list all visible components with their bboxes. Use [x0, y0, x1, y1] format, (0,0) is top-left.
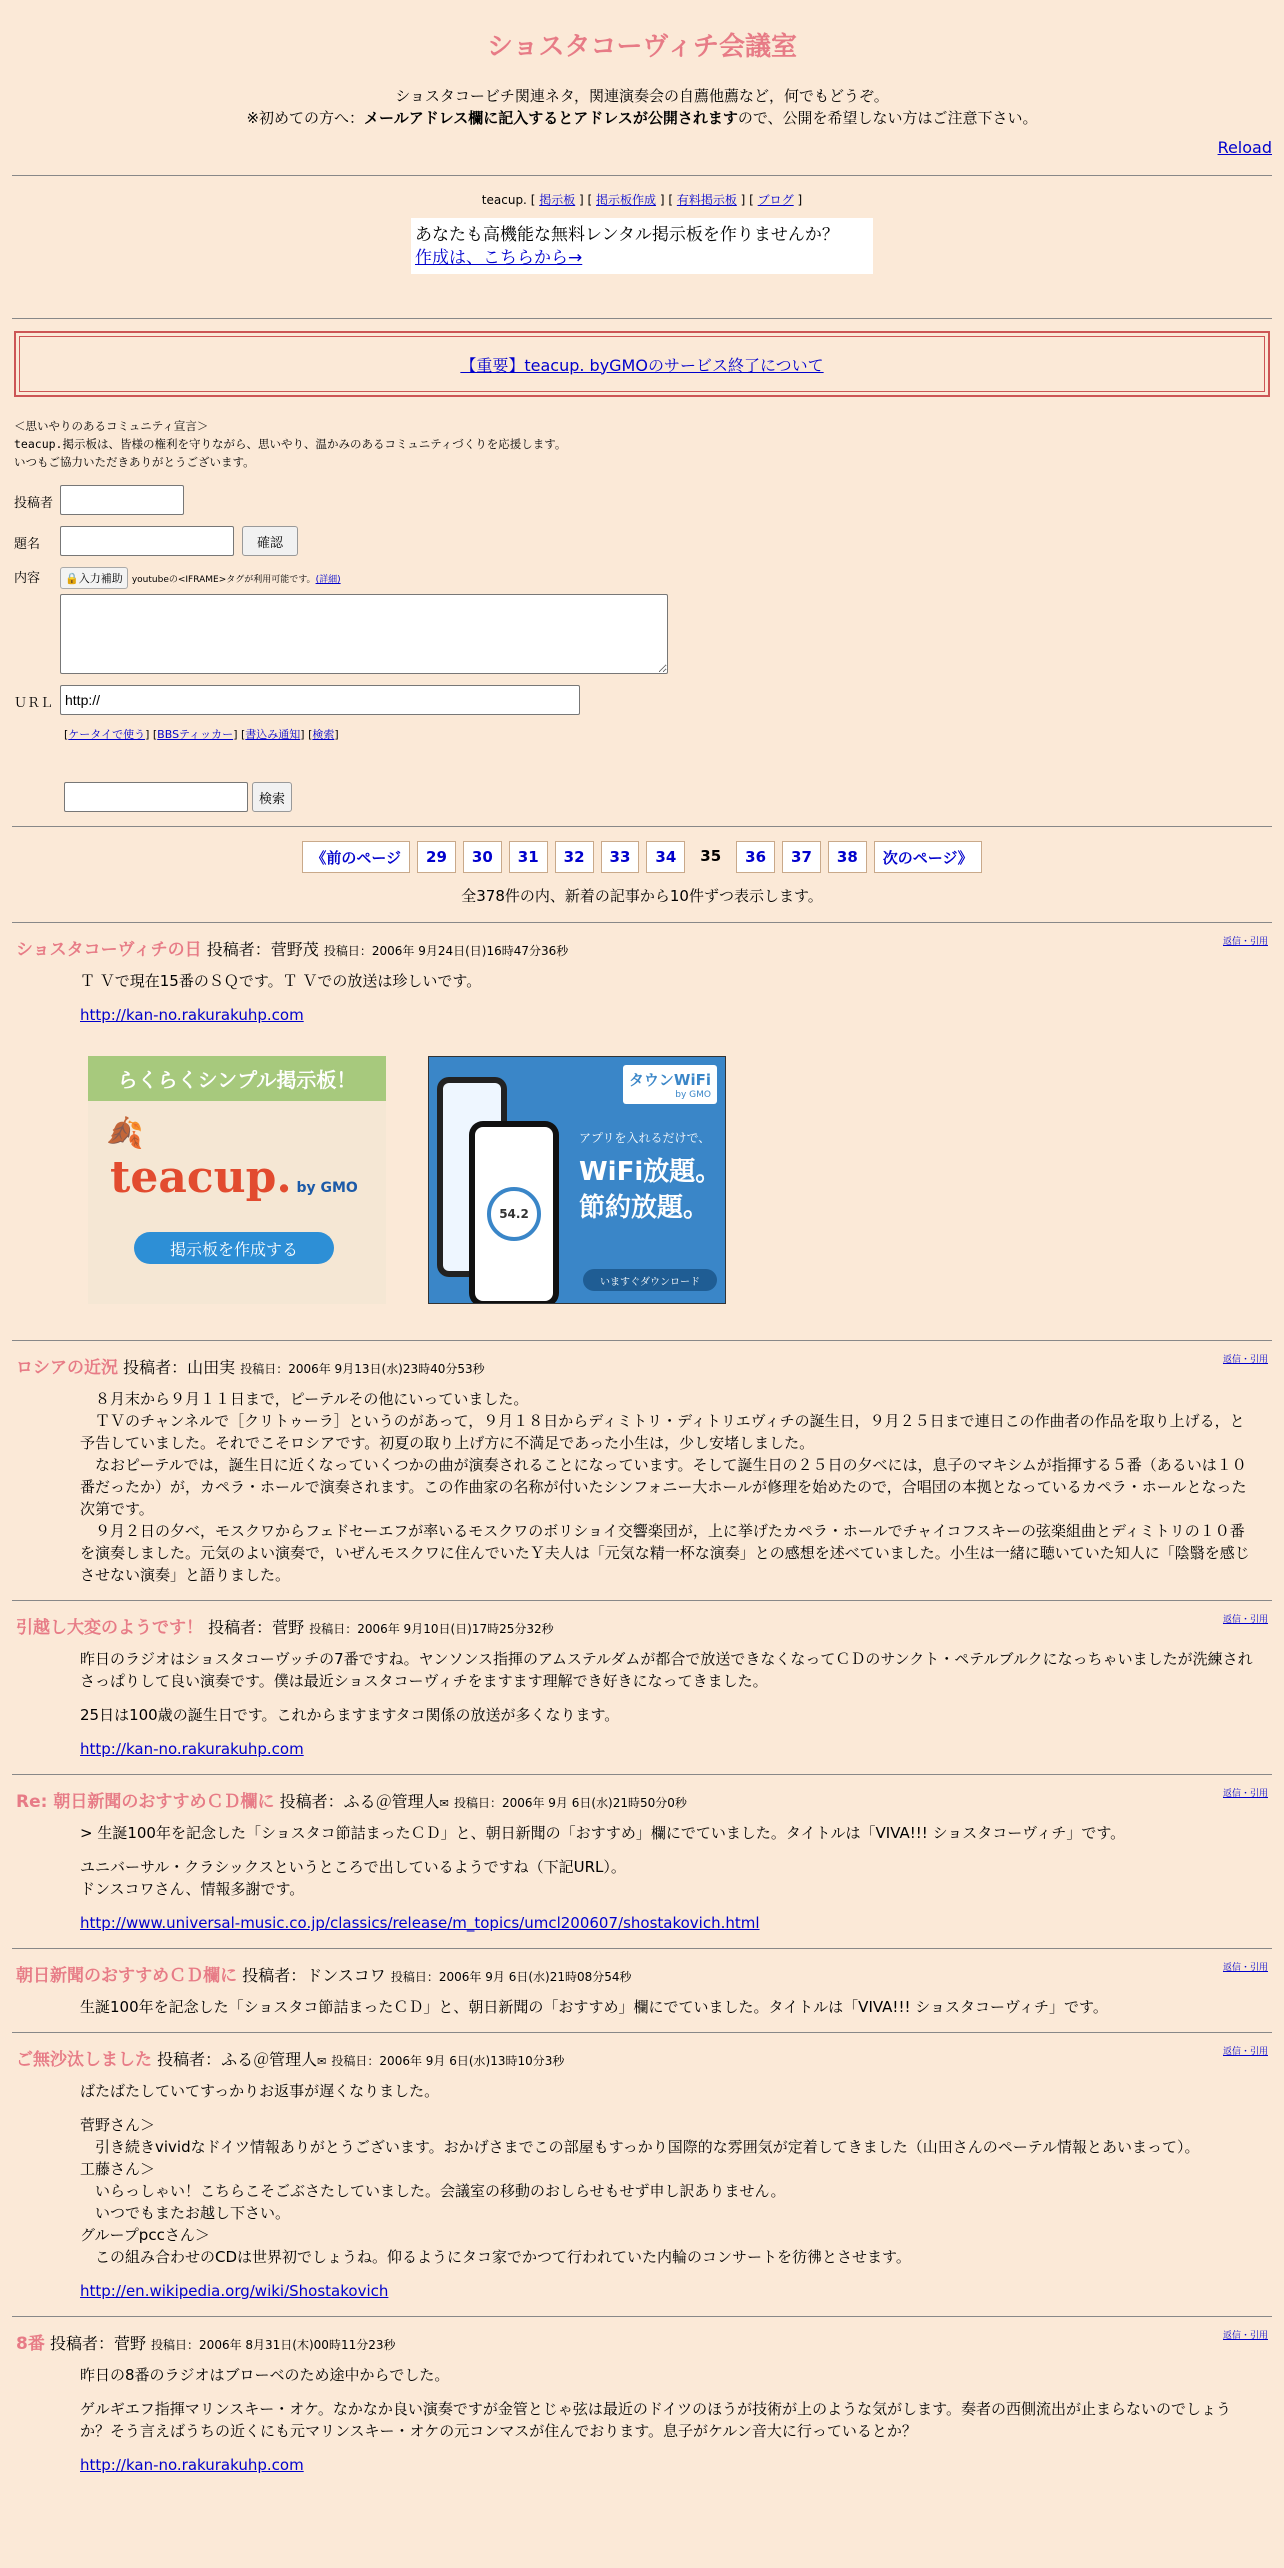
intro-note-bold: メールアドレス欄に記入するとアドレスが公開されます [364, 109, 738, 127]
page-button[interactable]: 30 [463, 841, 502, 873]
teacup-create-button: 掲示板を作成する [134, 1232, 334, 1264]
intro-line1: ショスタコービチ関連ネタ，関連演奏会の自薦他薦など，何でもどうぞ。 [395, 87, 889, 105]
post-date: 投稿日：2006年 9月13日(水)23時40分53秒 [240, 1362, 485, 1376]
post-line: 菅野さん＞ [80, 2116, 156, 2134]
post-header [0, 923, 1284, 960]
post-line: Ｔ Ｖで現在15番のＳＱです。Ｔ Ｖでの放送は珍しいです。 [80, 972, 482, 990]
post-author: 投稿者：菅野 [208, 1618, 305, 1637]
prev-page-button[interactable]: 《前のページ [302, 841, 410, 873]
next-page-button[interactable]: 次のページ》 [874, 841, 982, 873]
input-assist-button[interactable] [60, 567, 128, 589]
link-search[interactable]: 検索 [312, 728, 335, 741]
post-date: 投稿日：2006年 9月24日(日)16時47分36秒 [323, 944, 569, 958]
wifi-tagline: アプリを入れるだけで、 [579, 1131, 711, 1145]
link-notify[interactable]: 書込み通知 [245, 728, 301, 741]
post-line: 工藤さん＞ [80, 2160, 156, 2178]
reply-link[interactable]: 返信・引用 [1222, 2047, 1268, 2057]
link-blog[interactable]: ブログ [757, 193, 794, 207]
post-author: 投稿者：ふる＠管理人 [157, 2050, 318, 2069]
post-line: ばたばたしていてすっかりお返事が遅くなりました。 [80, 2082, 440, 2100]
divider [12, 175, 1272, 176]
teacup-brand: teacup. [481, 193, 527, 207]
page-button[interactable]: 37 [782, 841, 821, 873]
post-title: Re: 朝日新聞のおすすめＣＤ欄に [16, 1792, 275, 1812]
posts [0, 922, 1284, 2490]
reply-link[interactable]: 返信・引用 [1222, 1615, 1268, 1625]
post-title: 8番 [16, 2334, 45, 2354]
url-label: ＵＲＬ [14, 696, 54, 711]
post [0, 2316, 1284, 2490]
post-body [80, 970, 1254, 1026]
page-button[interactable]: 36 [736, 841, 775, 873]
intro-line2 [0, 107, 1284, 129]
intro [0, 85, 1284, 129]
post-line: 引き続きvividなドイツ情報ありがとうございます。おかげさまでこの部屋もすっかり国際的な雰囲気が定着してきました（山田さんのペーテル情報とあいまって）。 [80, 2138, 1200, 2156]
page-button[interactable]: 31 [509, 841, 548, 873]
mail-icon[interactable]: ✉ [439, 1797, 449, 1810]
current-page: 35 [700, 847, 722, 865]
wifi-headline-1: WiFi放題。 [579, 1157, 722, 1187]
content-textarea[interactable] [60, 594, 668, 674]
title-input[interactable] [60, 526, 234, 556]
divider [12, 826, 1272, 827]
author-input[interactable] [60, 485, 184, 515]
service-end-notice [14, 331, 1270, 397]
search-row [64, 782, 1284, 812]
post-title: 朝日新聞のおすすめＣＤ欄に [16, 1966, 238, 1986]
post-url-link[interactable]: http://kan-no.rakurakuhp.com [80, 1006, 304, 1024]
link-bbs[interactable]: 掲示板 [539, 193, 576, 207]
post-date: 投稿日：2006年 8月31日(木)00時11分23秒 [151, 2338, 396, 2352]
post-line: > 生誕100年を記念した「ショスタコ節詰まったＣＤ」と、朝日新聞の「おすすめ」欄にでていました。タイトルは「VIVA!!! ショスタコーヴィチ」です。 [80, 1824, 1126, 1842]
wifi-headline-2: 節約放題。 [579, 1193, 710, 1223]
intro-note-suffix: ので、公開を希望しない方はご注意下さい。 [737, 109, 1038, 127]
post-title: ロシアの近況 [16, 1358, 118, 1378]
post-line [80, 2102, 1254, 2114]
post-form [14, 485, 1284, 812]
post-line: ドンスコワさん、情報多謝です。 [80, 1880, 305, 1898]
post-date: 投稿日：2006年 9月 6日(水)21時08分54秒 [390, 1970, 632, 1984]
post-url-link[interactable]: http://kan-no.rakurakuhp.com [80, 1740, 304, 1758]
reply-link[interactable]: 返信・引用 [1222, 1355, 1268, 1365]
post [0, 1774, 1284, 1948]
service-end-link[interactable]: 【重要】teacup. byGMOのサービス終了について [460, 355, 824, 375]
page-title: ショスタコーヴィチ会議室 [487, 32, 797, 62]
post-header [0, 1949, 1284, 1986]
post-line: この組み合わせのCDは世界初でしょうね。仰るようにタコ家でかつて行われていた内輪のコンサートを彷彿とさせます。 [80, 2248, 911, 2266]
wifi-brand: タウンWiFi by GMO [623, 1065, 717, 1104]
post-date: 投稿日：2006年 9月 6日(水)21時50分0秒 [453, 1796, 687, 1810]
post [0, 922, 1284, 1340]
title-label: 題名 [14, 537, 41, 552]
post-header [0, 2317, 1284, 2354]
content-label: 内容 [14, 571, 41, 586]
post-line: グループpccさん＞ [80, 2226, 210, 2244]
post-header [0, 2033, 1284, 2070]
post-line: なおピーテルでは，誕生日に近くなっていくつかの曲が演奏されることになっています。そして誕生日の２５日の夕べには，息子のマキシムが指揮する５番（あるいは１０番だったか）が，カペラ・ホールで演奏されます。この作曲家の名称が付いたシンフォニー大ホールが修理を始めたので，合唱団の本拠となっているカペラ・ホールとなった次第です。 [80, 1456, 1247, 1518]
declaration-text: teacup.掲示板は、皆様の権利を守りながら、思いやり、温かみのあるコミュニティづくりを応援します。 [14, 437, 567, 451]
url-input[interactable] [60, 685, 580, 715]
iframe-note: youtubeの<IFRAME>タグが利用可能です。 [131, 575, 316, 585]
post-author: 投稿者：山田実 [123, 1358, 236, 1377]
post-author: 投稿者：菅野 [49, 2334, 146, 2353]
post-author: 投稿者：ドンスコワ [242, 1966, 386, 1985]
teacup-banner[interactable]: らくらくシンプル掲示板！ 🍂 teacup. by GMO 掲示板を作成する [88, 1056, 386, 1304]
post-line: いつでもまたお越し下さい。 [80, 2204, 291, 2222]
ad-box [411, 218, 873, 274]
post-line: 昨日の8番のラジオはブローベのため途中からでした。 [80, 2366, 450, 2384]
post-line: 昨日のラジオはショスタコーヴッチの7番ですね。ヤンソンス指揮のアムステルダムが都合で放送できなくなってＣＤのサンクト・ペテルブルクになっちゃいましたが洗練されさっぱりして良い演奏です。僕は最近ショスタコーヴィチをますます理解でき好きになってきました。 [80, 1650, 1253, 1690]
reply-link[interactable]: 返信・引用 [1222, 2331, 1268, 2341]
link-mobile[interactable]: ケータイで使う [68, 728, 146, 741]
post-url-link[interactable]: http://www.universal-music.co.jp/classics/release/m_topics/umcl200607/shostakovich.html [80, 1914, 760, 1932]
link-paid-bbs[interactable]: 有料掲示板 [676, 193, 737, 207]
community-declaration [14, 417, 1284, 471]
ad-link[interactable]: 作成は、こちらから→ [415, 248, 583, 268]
intro-note-prefix: ※初めての方へ： [246, 109, 365, 127]
post-body [80, 1996, 1254, 2018]
wifi-download-button: いますぐダウンロード [583, 1269, 717, 1291]
author-label: 投稿者 [14, 496, 54, 511]
post-body [80, 1648, 1254, 1760]
post-date: 投稿日：2006年 9月10日(日)17時25分32秒 [309, 1622, 554, 1636]
post-line: ８月末から９月１１日まで，ピーテルその他にいっていました。 [80, 1390, 529, 1408]
post-line: 生誕100年を記念した「ショスタコ節詰まったＣＤ」と、朝日新聞の「おすすめ」欄にでていました。タイトルは「VIVA!!! ショスタコーヴィチ」です。 [80, 1998, 1108, 2016]
link-create-bbs[interactable]: 掲示板作成 [596, 193, 657, 207]
page-button[interactable]: 29 [417, 841, 456, 873]
reply-link[interactable]: 返信・引用 [1222, 1789, 1268, 1799]
post-header [0, 1341, 1284, 1378]
post-url-link[interactable]: http://en.wikipedia.org/wiki/Shostakovich [80, 2282, 389, 2300]
phone-image [469, 1121, 559, 1304]
post-line: 25日は100歳の誕生日です。これからますますタコ関係の放送が多くなります。 [80, 1706, 620, 1724]
post-body [80, 2364, 1254, 2476]
page-button[interactable]: 32 [555, 841, 594, 873]
post-body [80, 1822, 1254, 1934]
page-button[interactable]: 38 [828, 841, 867, 873]
post [0, 1340, 1284, 1600]
post-count: 全378件の内、新着の記事から10件ずつ表示します。 [461, 887, 823, 905]
link-ticker[interactable]: BBSティッカー [157, 728, 234, 741]
teacup-banner-top: らくらくシンプル掲示板！ [88, 1056, 386, 1101]
mail-icon[interactable]: ✉ [317, 2055, 327, 2068]
declaration-thanks: いつもご協力いただきありがとうございます。 [14, 455, 255, 469]
lock-icon: 🔒 [65, 572, 79, 585]
pager [0, 841, 1284, 873]
post-header [0, 1601, 1284, 1638]
post-title: ご無沙汰しました [16, 2050, 152, 2070]
post-line [80, 1844, 1254, 1856]
post-title: 引越し大変のようです！ [16, 1618, 203, 1638]
page-button[interactable]: 33 [601, 841, 640, 873]
search-button[interactable]: 検索 [252, 782, 292, 812]
post-author: 投稿者：ふる＠管理人 [279, 1792, 440, 1811]
phone-speed-value: 54.2 [487, 1187, 541, 1241]
post [0, 1948, 1284, 2032]
teacup-logo: teacup. by GMO [110, 1152, 358, 1203]
page-button[interactable]: 34 [646, 841, 685, 873]
post-body [80, 2080, 1254, 2302]
post-line: ９月２日の夕べ，モスクワからフェドセーエフが率いるモスクワのボリショイ交響楽団が，上に挙げたカペラ・ホールでチャイコフスキーの弦楽組曲とディミトリの１０番を演奏しました。元気のよい演奏で，いぜんモスクワに住んでいたＹ夫人は「元気な精一杯な演奏」との感想を述べていました。小生は一緒に聴いていた知人に「陰翳を感じさせない演奏」と語りました。 [80, 1522, 1250, 1584]
teacup-links: teacup. [ 掲示板 ] [ 掲示板作成 ] [ 有料掲示板 ] [ ブログ ] [481, 193, 803, 207]
input-assist-label: 入力補助 [78, 572, 123, 585]
iframe-detail-link[interactable]: (詳細) [315, 575, 341, 585]
reply-link[interactable]: 返信・引用 [1222, 1963, 1268, 1973]
ad-text: あなたも高機能な無料レンタル掲示板を作りませんか？ [415, 225, 839, 245]
post-line: ＴＶのチャンネルで［クリトゥーラ］というのがあって，９月１８日からディミトリ・ディトリエヴィチの誕生日，９月２５日まで連日この作曲者の作品を取り上げる，と予告していました。それでこそロシアです。初夏の取り上げ方に不満足であった小生は，少し安堵しました。 [80, 1412, 1245, 1452]
post-title: ショスタコーヴィチの日 [16, 940, 202, 960]
banners [88, 1056, 1284, 1304]
post-line: ユニバーサル・クラシックスというところで出しているようですね（下記URL）。 [80, 1858, 626, 1876]
post [0, 1600, 1284, 1774]
reply-link[interactable]: 返信・引用 [1222, 937, 1268, 947]
post-date: 投稿日：2006年 9月 6日(水)13時10分3秒 [331, 2054, 565, 2068]
post-line: いらっしゃい！こちらこそごぶさたしていました。会議室の移動のおしらせもせず申し訳ありません。 [80, 2182, 786, 2200]
post-line [80, 1692, 1254, 1704]
post-line [80, 2386, 1254, 2398]
post-body [80, 1388, 1254, 1586]
post-url-link[interactable]: http://kan-no.rakurakuhp.com [80, 2456, 304, 2474]
form-links: [ケータイで使う] [BBSティッカー] [書込み通知] [検索] [64, 728, 339, 741]
post-line: ゲルギエフ指揮マリンスキー・オケ。なかなか良い演奏ですが金管とじゃ弦は最近のドイツのほうが技術が上のような気がします。奏者の西側流出が止まらないのでしょうか？そう言えばうちの近くにも元マリンスキー・オケの元コンマスが住んでおります。息子がケルン音大に行っているとか？ [80, 2400, 1231, 2440]
confirm-button[interactable]: 確認 [242, 526, 298, 556]
post-header [0, 1775, 1284, 1812]
post-author: 投稿者：菅野茂 [206, 940, 319, 959]
reload-link[interactable]: Reload [1217, 138, 1272, 157]
declaration-title: ＜思いやりのあるコミュニティ宣言＞ [14, 419, 209, 433]
post [0, 2032, 1284, 2316]
search-input[interactable] [64, 782, 248, 812]
wifi-banner[interactable] [428, 1056, 726, 1304]
